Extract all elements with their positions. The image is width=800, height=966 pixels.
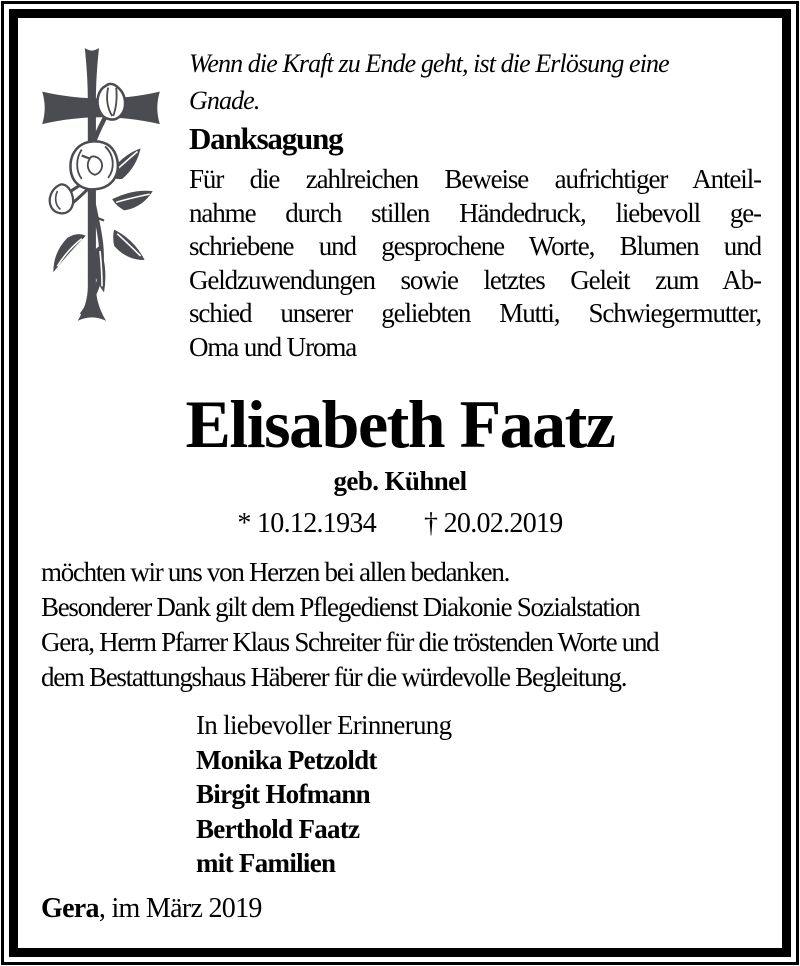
closing-line: möchten wir uns von Herzen bei allen bedanken.: [41, 557, 510, 587]
remembrance-block: [196, 708, 451, 881]
life-dates: [18, 509, 782, 539]
maiden-name: geb. Kühnel: [333, 466, 467, 496]
closing-paragraph: [41, 555, 658, 695]
opening-quote: [189, 45, 669, 119]
ack-line: Geldzuwendungen sowie letztes Geleit zum Ab-: [189, 264, 761, 295]
date-text: , im März 2019: [98, 893, 262, 924]
mourner-name: mit Familien: [196, 848, 336, 878]
acknowledgement-paragraph: [189, 163, 761, 364]
ack-line: schriebene und gesprochene Worte, Blumen und: [189, 231, 761, 261]
remembrance-intro: In liebevoller Erinnerung: [196, 710, 452, 740]
deceased-name: Elisabeth Faatz: [185, 386, 615, 462]
mourner-name: Birgit Hofmann: [196, 779, 370, 809]
place-date-line: [41, 893, 262, 925]
place-name: Gera: [41, 893, 99, 924]
ack-line: nahme durch stillen Händedruck, liebevoll ge-: [189, 197, 761, 228]
closing-line: dem Bestattungshaus Häberer für die würdevolle Begleitung.: [41, 662, 627, 692]
deceased-block: [18, 386, 782, 539]
birth-date: * 10.12.1934: [237, 508, 376, 539]
notice-content: [18, 18, 782, 948]
closing-line: Gera, Herrn Pfarrer Klaus Schreiter für die tröstenden Worte und: [41, 627, 659, 657]
mourner-name: Berthold Faatz: [196, 813, 360, 844]
cross-rose-icon: [39, 45, 163, 327]
quote-line: Wenn die Kraft zu Ende geht, ist die Erlösung eine: [189, 49, 669, 78]
quote-line: Gnade.: [189, 86, 260, 115]
mourner-name: Monika Petzoldt: [196, 744, 377, 775]
ack-line: Für die zahlreichen Beweise aufrichtiger Anteil-: [189, 164, 761, 194]
ack-line: Oma und Uroma: [189, 331, 357, 362]
notice-heading: Danksagung: [189, 121, 343, 156]
closing-line: Besonderer Dank gilt dem Pflegedienst Diakonie Sozialstation: [41, 592, 640, 622]
ack-line: schied unserer geliebten Mutti, Schwiegermutter,: [189, 298, 761, 328]
death-date: † 20.02.2019: [424, 508, 563, 539]
